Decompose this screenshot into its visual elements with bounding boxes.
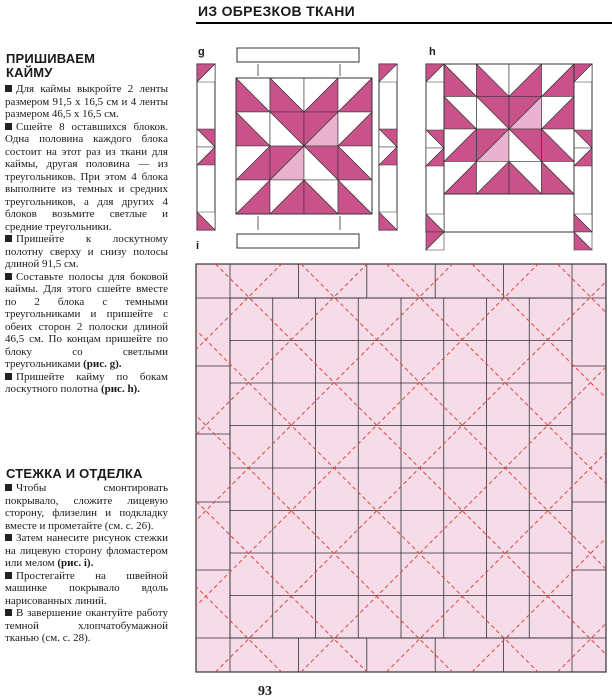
figure-ref-h: (рис. h). <box>101 383 140 395</box>
paragraph: Затем нанесите рисунок стежки на лицевую сторону фломастером или мелом (рис. i). <box>5 532 168 570</box>
page-number: 93 <box>258 684 272 700</box>
section1-heading-line1: ПРИШИВАЕМ <box>6 52 95 66</box>
bullet-icon <box>5 572 12 579</box>
bullet-icon <box>5 235 12 242</box>
bullet-icon <box>5 373 12 380</box>
bullet-icon <box>5 123 12 130</box>
paragraph: Для каймы выкройте 2 ленты размером 91,5 х 16,5 см и 4 ленты размером 46,5 х 16,5 см. <box>5 83 168 121</box>
stitch-line <box>190 264 196 672</box>
figure-label-g: g <box>198 46 205 58</box>
stitch-line <box>190 264 196 672</box>
paragraph: В завершение окантуйте работу темной хлопчатобумажной тканью (см. с. 28). <box>5 607 168 645</box>
section1-heading <box>6 52 95 80</box>
bullet-icon <box>5 534 12 541</box>
bullet-icon <box>5 484 12 491</box>
header-title: ИЗ ОБРЕЗКОВ ТКАНИ <box>198 3 355 19</box>
paragraph: Простегайте на швейной машинке покрывало вдоль нарисованных линий. <box>5 570 168 608</box>
figure-label-i: i <box>196 240 199 252</box>
figure-label-h: h <box>429 46 436 58</box>
paragraph: Составьте полосы для боковой каймы. Для этого сшейте вместе по 2 блока с темными треугольниками и пришейте с обеих сторон 2 полоски длиной 46,5 см. По концам пришейте по блоку со светлыми треугольниками (рис. g). <box>5 271 168 371</box>
bottom-border-strip <box>237 234 359 248</box>
bullet-icon <box>5 85 12 92</box>
section1-text <box>5 83 168 396</box>
paragraph: Чтобы смонтировать покрывало, сложите лицевую сторону, флизелин и подкладку вместе и прометайте (см. с. 26). <box>5 482 168 532</box>
paragraph: Пришейте к лоскутному полотну сверху и снизу полосы длиной 91,5 см. <box>5 233 168 271</box>
figure-ref-i: (рис. i). <box>57 557 93 569</box>
figure-i-quilting-diagram <box>190 256 612 684</box>
section2-text <box>5 482 168 645</box>
page-header <box>196 2 612 24</box>
paragraph: Пришейте кайму по бокам лоскутного полотна (рис. h). <box>5 371 168 396</box>
paragraph: Сшейте 8 оставшихся блоков. Одна половина каждого блока состоит на этот раз из ткани для каймы, другая половина — из треугольников. При этом 4 блока выполните из темных и средних треугольников, а для других 4 блоков возьмите светлые и средние треугольники. <box>5 121 168 234</box>
section1-heading-line2: КАЙМУ <box>6 66 95 80</box>
bullet-icon <box>5 273 12 280</box>
figure-ref-g: (рис. g). <box>83 358 121 370</box>
bullet-icon <box>5 609 12 616</box>
figure-g-diagram <box>190 40 422 255</box>
figure-h-diagram <box>422 40 612 255</box>
top-border-strip <box>237 48 359 62</box>
section2-heading: СТЕЖКА И ОТДЕЛКА <box>6 467 143 481</box>
